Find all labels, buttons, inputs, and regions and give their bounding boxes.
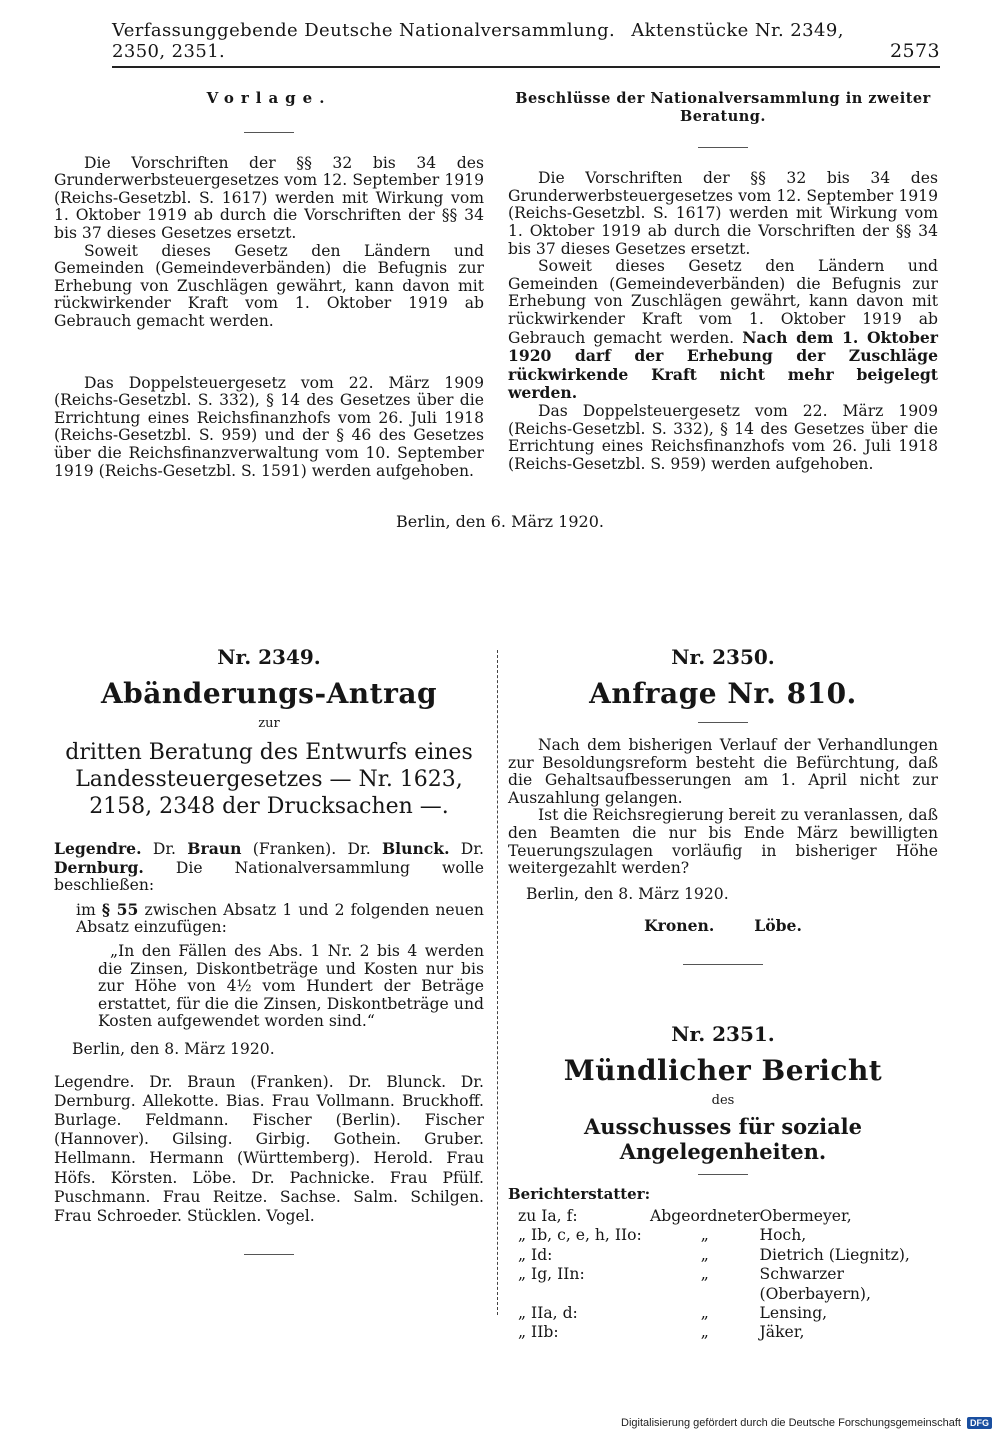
nr-2349-number: Nr. 2349.: [217, 645, 321, 669]
nr-2350-date: Berlin, den 8. März 1920.: [526, 884, 729, 903]
nr-2350-signers: [508, 917, 938, 936]
vorlage-para-3: Das Doppelsteuergesetz vom 22. März 1909 (Reichs-Gesetzbl. S. 332), § 14 des Gesetzes über die Errichtung eines Reichsfinanzhofs vom 26. Juli 1918 (Reichs-Gesetzbl. S. 959) und der § 46 des Gesetzes über die Reichsfinanzverwaltung vom 10. September 1919 (Reichs-Gesetzbl. S. 1591) werden aufgehoben.: [54, 373, 484, 480]
section-nr-2349: [54, 645, 484, 1255]
vorlage-heading: Vorlage.: [206, 89, 332, 107]
reporter-name: Lensing,: [759, 1304, 828, 1323]
reporter-name: Obermeyer,: [759, 1207, 852, 1225]
reporter-title: „: [700, 1245, 709, 1264]
reporter-item: zu Ia, f:: [518, 1207, 578, 1225]
title-dr: Dr.: [460, 840, 484, 858]
reporter-name: Jäker,: [759, 1323, 805, 1342]
reporter-name: Schwarzer (Oberbayern),: [759, 1265, 871, 1303]
right-column-beschluesse: [508, 90, 938, 473]
nr-2351-number: Nr. 2351.: [671, 1022, 775, 1046]
reporter-row: [518, 1304, 938, 1323]
clause-post: zwischen Absatz 1 und 2 folgenden neuen Absatz einzufügen:: [76, 900, 484, 937]
nr-2351-des: des: [711, 1093, 735, 1108]
reporter-row: [518, 1265, 938, 1304]
footer-text: Digitalisierung gefördert durch die Deutsche Forschungsgemeinschaft: [621, 1417, 961, 1429]
nr-2350-body: [508, 737, 938, 936]
nr-2349-quote: „In den Fällen des Abs. 1 Nr. 2 bis 4 werden die Zinsen, Diskontbeträge und Kosten nur bis zur Höhe von 4½ vom Hundert der Beträge erstattet, für die die Zinsen, Diskontbeträge und Kosten aufgewendet worden sind.“: [98, 941, 484, 1031]
vorlage-para-1: Die Vorschriften der §§ 32 bis 34 des Grunderwerbsteuergesetzes vom 12. September 1919 (Reichs-Gesetzbl. S. 1617) werden mit Wirkung vom 1. Oktober 1919 ab durch die Vorschriften der §§ 34 bis 37 dieses Gesetzes ersetzt.: [54, 153, 484, 242]
nr-2349-intro: [54, 840, 484, 895]
running-header: [112, 20, 940, 68]
name-legendre: Legendre.: [54, 839, 142, 858]
name-franken: (Franken).: [252, 840, 337, 858]
nr-2349-subtitle: dritten Beratung des Entwurfs eines Landessteuergesetzes — Nr. 1623, 2158, 2348 der Drucksachen —.: [65, 740, 473, 819]
nr-2349-body: [54, 840, 484, 1226]
beschluesse-para-1: Die Vorschriften der §§ 32 bis 34 des Grunderwerbsteuergesetzes vom 12. September 1919 (Reichs-Gesetzbl. S. 1617) werden mit Wirkung vom 1. Oktober 1919 ab durch die Vorschriften der §§ 34 bis 37 dieses Gesetzes ersetzt.: [508, 169, 938, 258]
divider: [698, 1174, 748, 1175]
beschluesse-heading: Beschlüsse der Nationalversammlung in zweiter Beratung.: [515, 90, 931, 125]
title-dr: Dr.: [347, 840, 371, 858]
nr-2350-para-1: Nach dem bisherigen Verlauf der Verhandlungen zur Besoldungsreform besteht die Befürchtung, daß die Gehaltsaufbesserungen am 1. April nicht zur Auszahlung gelangen.: [508, 736, 938, 807]
reporter-title: Abgeordneter: [650, 1207, 760, 1225]
header-assembly: Verfassunggebende Deutsche Nationalversammlung.: [112, 20, 616, 41]
reporter-name: Dietrich (Liegnitz),: [759, 1245, 910, 1264]
reporter-title: „: [700, 1226, 709, 1245]
reporter-item: „ IIa, d:: [518, 1304, 578, 1323]
reporter-item: „ Ig, IIn:: [518, 1265, 585, 1284]
dfg-logo-icon: DFG: [967, 1417, 992, 1429]
vorlage-para-2: Soweit dieses Gesetz den Ländern und Gemeinden (Gemeindeverbänden) die Befugnis zur Erhebung von Zuschlägen gewährt, kann davon mit rückwirkender Kraft vom 1. Oktober 1919 ab Gebrauch gemacht werden.: [54, 241, 484, 330]
name-dernburg: Dernburg.: [54, 857, 144, 877]
beschluesse-para-2: [508, 258, 938, 403]
nr-2349-clause: [54, 901, 484, 937]
divider: [244, 1254, 294, 1255]
section-nr-2350: [508, 645, 938, 965]
name-blunck: Blunck.: [382, 839, 450, 858]
reporter-row: [518, 1207, 938, 1226]
reporter-row: [518, 1246, 938, 1265]
signer-loebe: Löbe.: [754, 916, 802, 936]
beschluesse-amendment: Nach dem 1. Oktober 1920 darf der Erhebung der Zuschläge rückwirkende Kraft nicht mehr beigelegt werden.: [508, 327, 938, 403]
nr-2350-number: Nr. 2350.: [671, 645, 775, 669]
nr-2349-date: Berlin, den 8. März 1920.: [72, 1039, 275, 1058]
divider: [244, 132, 294, 133]
column-separator: [497, 650, 498, 1315]
reporter-row: [518, 1323, 938, 1342]
header-title: [112, 20, 890, 62]
nr-2351-subtitle: Ausschusses für soziale Angelegenheiten.: [583, 1114, 863, 1164]
divider: [698, 147, 748, 148]
date-line: Berlin, den 6. März 1920.: [396, 512, 604, 531]
clause-pre: im: [76, 900, 96, 919]
nr-2350-title: Anfrage Nr. 810.: [589, 677, 857, 710]
name-braun: Braun: [187, 839, 242, 858]
header-akten: Aktenstücke Nr. 2349, 2350, 2351.: [112, 20, 844, 62]
reporter-row: [518, 1226, 938, 1245]
reporter-title: „: [700, 1304, 709, 1323]
reporter-name: Hoch,: [759, 1226, 807, 1245]
section-divider: [683, 964, 763, 965]
nr-2349-signers: Legendre. Dr. Braun (Franken). Dr. Blunck. Dr. Dernburg. Allekotte. Bias. Frau Vollmann. Bruckhoff. Burlage. Feldmann. Fischer (Berlin). Fischer (Hannover). Gilsing. Girbig. Gothein. Gruber. Hellmann. Hermann (Württemberg). Herold. Frau Höfs. Körsten. Löbe. Dr. Pachnicke. Frau Pfülf. Puschmann. Frau Reitze. Sachse. Salm. Schilgen. Frau Schroeder. Stücklen. Vogel.: [54, 1072, 484, 1225]
reporters-label: Berichterstatter:: [508, 1185, 651, 1203]
reporter-title: „: [700, 1265, 709, 1284]
signer-kronen: Kronen.: [644, 916, 715, 936]
reporter-title: „: [700, 1323, 709, 1342]
nr-2349-zur: zur: [258, 716, 280, 731]
clause-paragraph: § 55: [101, 899, 139, 919]
reporters-table: [518, 1207, 938, 1343]
reporter-item: „ Id:: [518, 1245, 553, 1264]
nr-2351-title: Mündlicher Bericht: [563, 1054, 883, 1087]
section-nr-2351: [508, 1022, 938, 1343]
divider: [698, 722, 748, 723]
nr-2350-para-2: Ist die Reichsregierung bereit zu veranlassen, daß den Beamten die nur bis Ende März bewilligten Teuerungszulagen vorläufig in bisheriger Höhe weitergezahlt werden?: [508, 806, 938, 878]
footer: [621, 1417, 992, 1429]
beschluesse-para-2-text: Soweit dieses Gesetz den Ländern und Gemeinden (Gemeindeverbänden) die Befugnis zur Erhebung von Zuschlägen gewährt, kann davon mit rückwirkender Kraft vom 1. Oktober 1919 ab Gebrauch gemacht werden.: [508, 257, 938, 347]
reporter-item: „ IIb:: [518, 1323, 559, 1342]
nr-2349-title: Abänderungs-Antrag: [100, 677, 438, 710]
title-dr: Dr.: [152, 840, 177, 858]
intro-text: Die Nationalversammlung wolle beschließen:: [54, 858, 484, 895]
reporter-item: „ Ib, c, e, h, IIo:: [518, 1226, 642, 1245]
left-column-vorlage: [54, 90, 484, 480]
beschluesse-para-3: Das Doppelsteuergesetz vom 22. März 1909 (Reichs-Gesetzbl. S. 332), § 14 des Gesetzes über die Errichtung eines Reichsfinanzhofs vom 26. Juli 1918 (Reichs-Gesetzbl. S. 959) werden aufgehoben.: [508, 401, 938, 473]
page-number: 2573: [890, 40, 940, 62]
